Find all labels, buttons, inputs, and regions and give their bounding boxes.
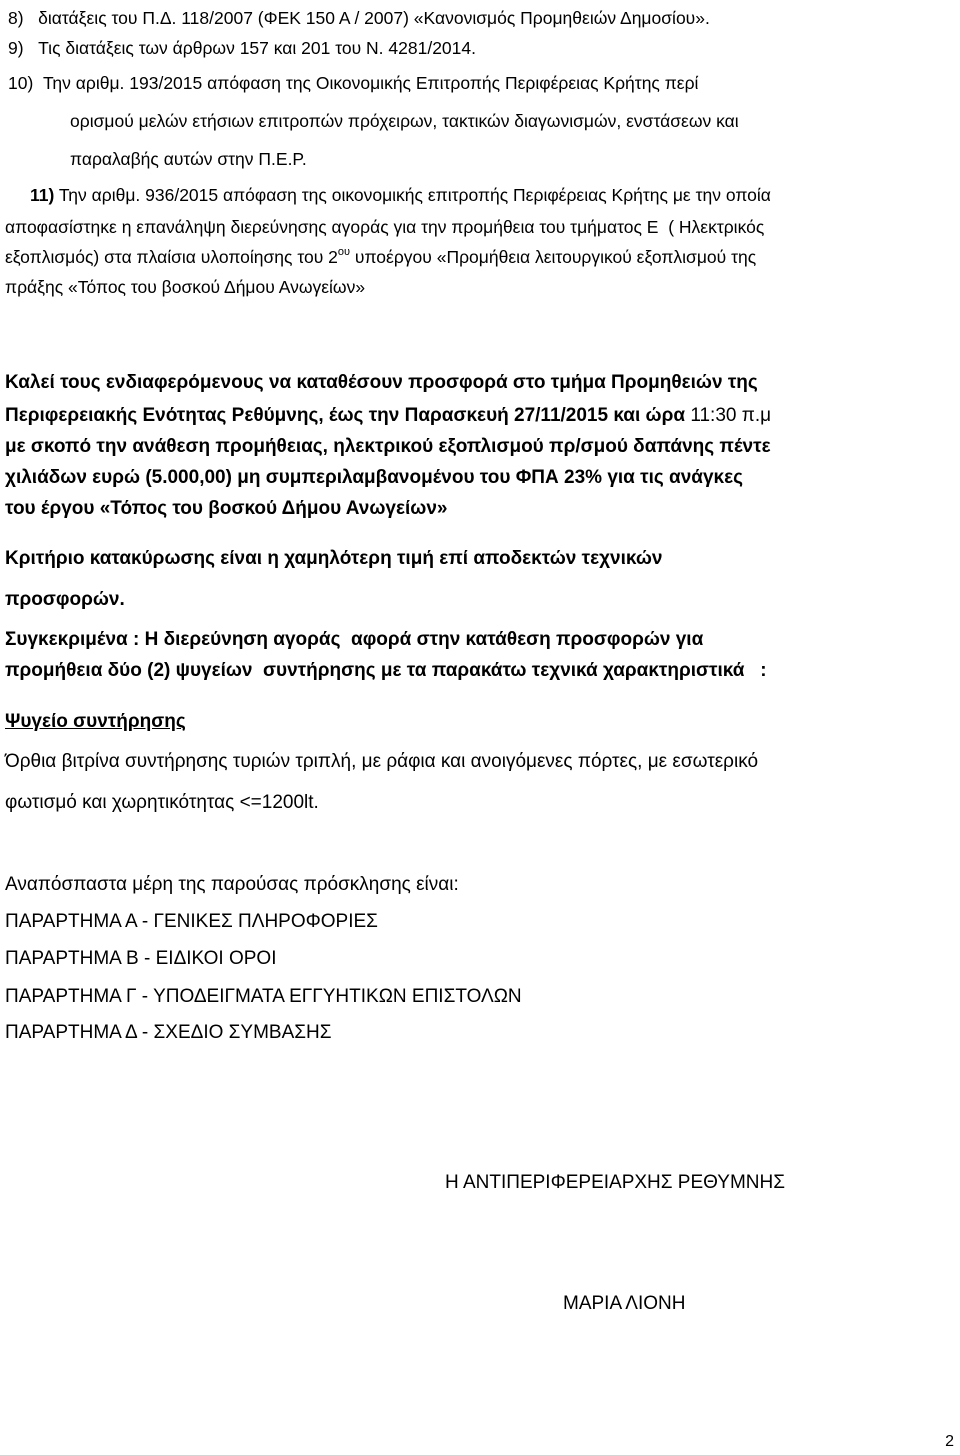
consideration-11-line-3 — [5, 247, 756, 267]
consideration-11-line-3-end: υποέργου «Προμήθεια λειτουργικού εξοπλισμού της — [350, 247, 757, 267]
signatory-title: Η ΑΝΤΙΠΕΡΙΦΕΡΕΙΑΡΧΗΣ ΡΕΘΥΜΝΗΣ — [445, 1172, 785, 1193]
criterion-line-2: προσφορών. — [5, 589, 125, 610]
invitation-line-1: Καλεί τους ενδιαφερόμενους να καταθέσουν προσφορά στο τμήμα Προμηθειών της — [5, 372, 758, 393]
invitation-line-5: του έργου «Τόπος του βοσκού Δήμου Ανωγείων» — [5, 498, 448, 519]
invitation-line-4: χιλιάδων ευρώ (5.000,00) μη συμπεριλαμβανομένου του ΦΠΑ 23% για τις ανάγκες — [5, 467, 744, 488]
fridge-heading: Ψυγείο συντήρησης — [5, 711, 186, 732]
criterion-line-1: Κριτήριο κατακύρωσης είναι η χαμηλότερη τιμή επί αποδεκτών τεχνικών — [5, 548, 663, 569]
consideration-11-line-2: αποφασίστηκε η επανάληψη διερεύνησης αγοράς για την προμήθεια του τμήματος Ε ( Ηλεκτρικός — [5, 217, 765, 237]
signatory-name: ΜΑΡΙΑ ΛΙΟΝΗ — [563, 1293, 686, 1314]
specifics-line-2: προμήθεια δύο (2) ψυγείων συντήρησης με τα παρακάτω τεχνικά χαρακτηριστικά : — [5, 660, 767, 681]
consideration-9: 9) Τις διατάξεις των άρθρων 157 και 201 του Ν. 4281/2014. — [8, 38, 476, 58]
fridge-description-line-1: Όρθια βιτρίνα συντήρησης τυριών τριπλή, με ράφια και ανοιγόμενες πόρτες, με εσωτερικό — [5, 751, 759, 772]
consideration-11-line-4: πράξης «Τόπος του βοσκού Δήμου Ανωγείων» — [5, 277, 366, 297]
consideration-10-line-2: ορισμού μελών ετήσιων επιτροπών πρόχειρων, τακτικών διαγωνισμών, ενστάσεων και — [70, 111, 739, 131]
consideration-11-line-3-start: εξοπλισμός) στα πλαίσια υλοποίησης του 2 — [5, 247, 338, 267]
ordinal-superscript: ου — [337, 246, 351, 258]
annex-b: ΠΑΡΑΡΤΗΜΑ Β - ΕΙΔΙΚΟΙ ΟΡΟΙ — [5, 948, 277, 969]
invitation-time: 11:30 π.μ — [690, 405, 772, 426]
page-number: 2 — [945, 1433, 954, 1450]
consideration-11-text: Την αριθμ. 936/2015 απόφαση της οικονομικής επιτροπής Περιφέρειας Κρήτης με την οποία — [58, 185, 771, 205]
invitation-line-2 — [5, 405, 771, 427]
annex-c: ΠΑΡΑΡΤΗΜΑ Γ - ΥΠΟΔΕΙΓΜΑΤΑ ΕΓΓΥΗΤΙΚΩΝ ΕΠΙΣΤΟΛΩΝ — [5, 986, 522, 1007]
consideration-10-line-3: παραλαβής αυτών στην Π.Ε.Ρ. — [70, 149, 307, 169]
consideration-11-line-1 — [30, 185, 955, 205]
annex-a: ΠΑΡΑΡΤΗΜΑ Α - ΓΕΝΙΚΕΣ ΠΛΗΡΟΦΟΡΙΕΣ — [5, 911, 378, 932]
annex-d: ΠΑΡΑΡΤΗΜΑ Δ - ΣΧΕΔΙΟ ΣΥΜΒΑΣΗΣ — [5, 1022, 332, 1043]
invitation-line-3: με σκοπό την ανάθεση προμήθειας, ηλεκτρικού εξοπλισμού πρ/σμού δαπάνης πέντε — [5, 436, 771, 457]
consideration-8: 8) διατάξεις του Π.Δ. 118/2007 (ΦΕΚ 150 Α / 2007) «Κανονισμός Προμηθειών Δημοσίου». — [8, 8, 710, 28]
invitation-line-2-text: Περιφερειακής Ενότητας Ρεθύμνης, έως την Παρασκευή 27/11/2015 και ώρα — [5, 405, 691, 426]
consideration-11-number: 11) — [30, 185, 55, 205]
specifics-line-1: Συγκεκριμένα : Η διερεύνηση αγοράς αφορά στην κατάθεση προσφορών για — [5, 629, 704, 650]
fridge-description-line-2: φωτισμό και χωρητικότητας <=1200lt. — [5, 792, 319, 813]
annexes-intro: Αναπόσπαστα μέρη της παρούσας πρόσκλησης είναι: — [5, 874, 459, 895]
consideration-10-line-1: 10) Την αριθμ. 193/2015 απόφαση της Οικονομικής Επιτροπής Περιφέρειας Κρήτης περί — [8, 73, 699, 93]
